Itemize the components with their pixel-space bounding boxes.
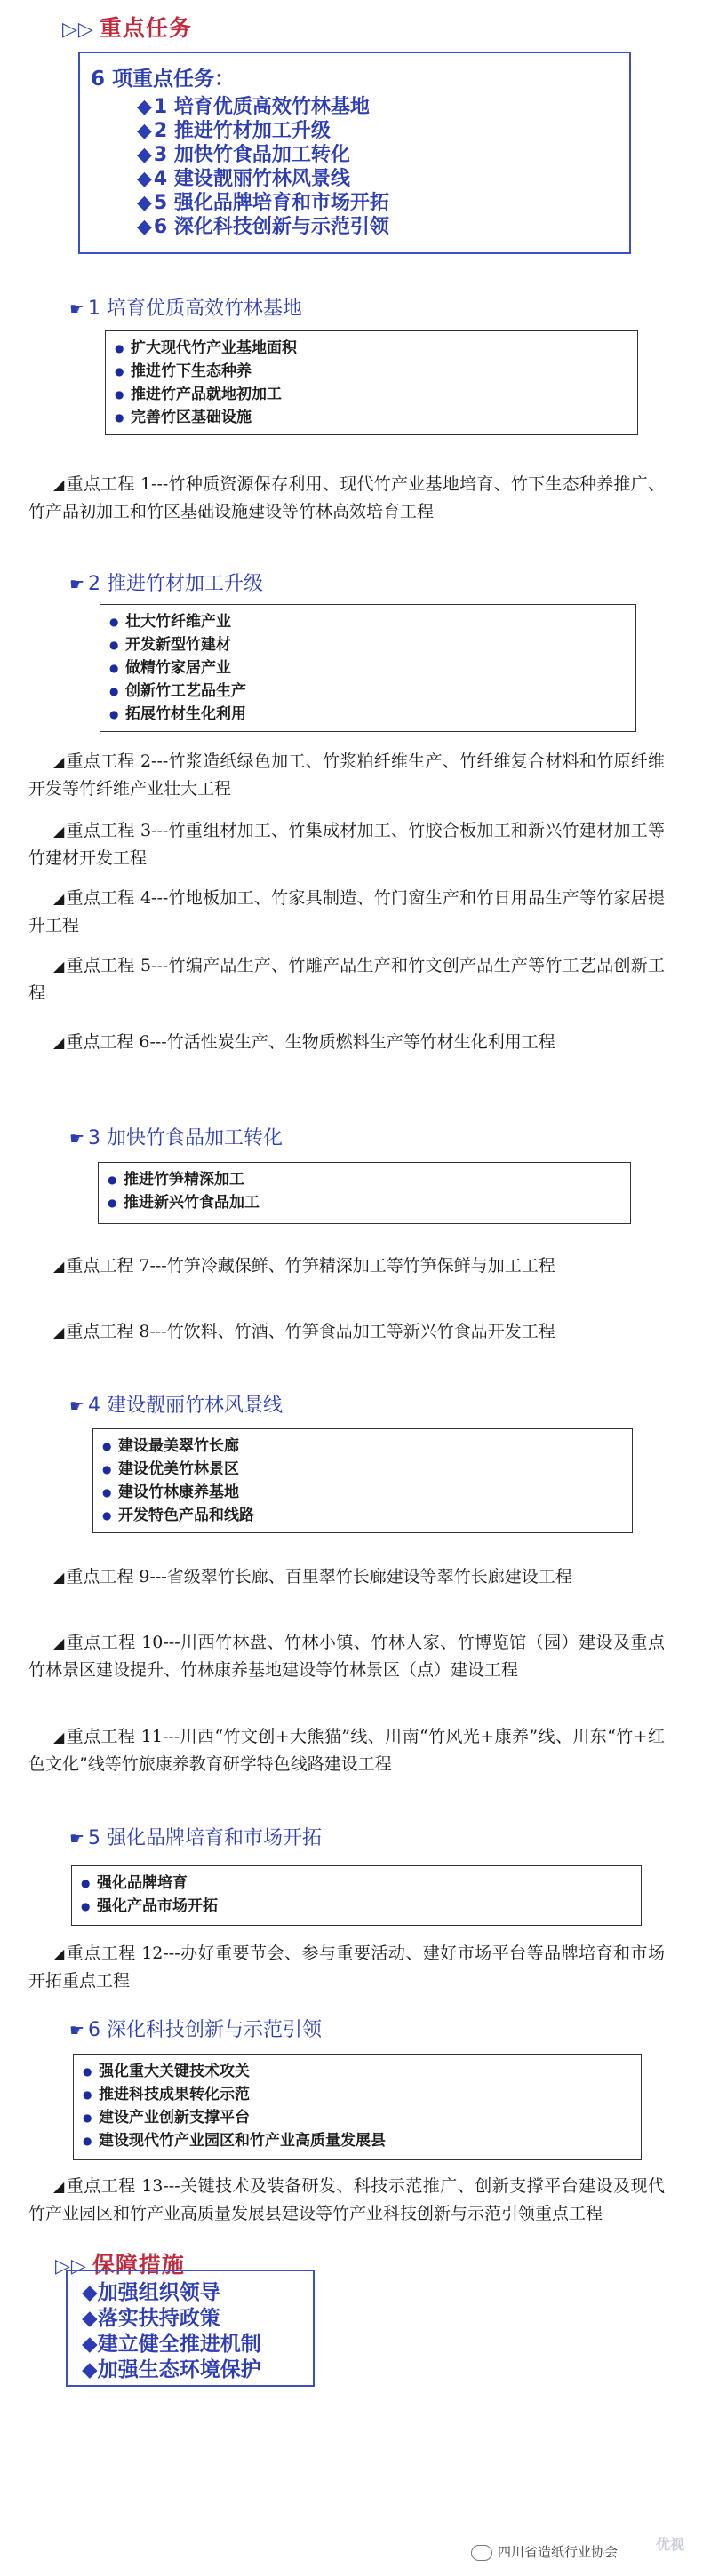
section-heading-safeguards: ▷▷ 保障措施	[55, 2252, 185, 2278]
list-item: ● 建设产业创新支撑平台	[74, 2106, 641, 2129]
diamond-icon: ◆	[82, 2281, 98, 2304]
list-item: ● 建设最美翠竹长廊	[93, 1435, 632, 1458]
bullet-icon: ●	[115, 365, 124, 378]
diamond-icon: ◆	[137, 144, 152, 166]
task5-box	[71, 1865, 642, 1926]
logo-stamp: 优视	[656, 2536, 685, 2553]
watermark: 四川省造纸行业协会	[471, 2542, 618, 2561]
list-item: ● 推进科技成果转化示范	[74, 2083, 641, 2106]
triangle-icon: ◢	[53, 476, 65, 493]
pointing-hand-icon: ☛	[69, 299, 85, 319]
task4-box	[92, 1428, 633, 1533]
project-paragraph: ◢ 重点工程 13---关键技术及装备研发、科技示范推广、创新支撑平台建设及现代竹产业园区和竹产业高质量发展县建设等竹产业科技创新与示范引领重点工程	[28, 2176, 665, 2223]
diamond-icon: ◆	[137, 168, 152, 190]
diamond-icon: ◆	[137, 216, 152, 238]
project-paragraph: ◢ 重点工程 10---川西竹林盘、竹林小镇、竹林人家、竹博览馆（园）建设及重点竹林景区建设提升、竹林康养基地建设等竹林景区（点）建设工程	[28, 1633, 665, 1680]
list-item: ● 扩大现代竹产业基地面积	[106, 337, 637, 360]
bullet-icon: ●	[81, 1877, 91, 1889]
double-arrow-icon: ▷▷	[62, 19, 94, 41]
list-item: ● 推进竹笋精深加工	[99, 1168, 630, 1191]
project-paragraph: ◢ 重点工程 6---竹活性炭生产、生物质燃料生产等竹材生化利用工程	[53, 1032, 555, 1052]
summary-item: ◆6 深化科技创新与示范引领	[137, 216, 389, 238]
double-arrow-icon: ▷▷	[55, 2255, 87, 2278]
bullet-icon: ●	[115, 411, 124, 424]
project-paragraph: ◢ 重点工程 3---竹重组材加工、竹集成材加工、竹胶合板加工和新兴竹建材加工等竹建材开发工程	[28, 821, 665, 868]
bullet-icon: ●	[83, 2065, 92, 2078]
bullet-icon: ●	[83, 2135, 92, 2147]
bullet-icon: ●	[83, 2088, 92, 2101]
bullet-icon: ●	[102, 1509, 112, 1522]
task6-box	[73, 2054, 642, 2160]
summary-item: ◆4 建设靓丽竹林风景线	[137, 168, 350, 190]
task6-heading: ☛ 6 深化科技创新与示范引领	[69, 2019, 323, 2041]
triangle-icon: ◢	[53, 890, 65, 907]
list-item: ● 强化重大关键技术攻关	[74, 2060, 641, 2083]
list-item: ● 创新竹工艺品生产	[100, 680, 635, 703]
diamond-icon: ◆	[137, 96, 152, 118]
list-item: ● 强化品牌培育	[72, 1872, 641, 1895]
bullet-icon: ●	[102, 1463, 112, 1475]
list-item: ● 建设现代竹产业园区和竹产业高质量发展县	[74, 2129, 641, 2152]
bullet-icon: ●	[109, 616, 119, 628]
pointing-hand-icon: ☛	[69, 2021, 85, 2040]
task4-heading: ☛ 4 建设靓丽竹林风景线	[69, 1395, 284, 1417]
triangle-icon: ◢	[53, 753, 65, 770]
summary-item: ◆3 加快竹食品加工转化	[137, 144, 350, 166]
bullet-icon: ●	[108, 1197, 117, 1209]
pointing-hand-icon: ☛	[69, 575, 85, 594]
bullet-icon: ●	[102, 1486, 112, 1499]
project-paragraph: ◢ 重点工程 9---省级翠竹长廊、百里翠竹长廊建设等翠竹长廊建设工程	[53, 1567, 572, 1586]
triangle-icon: ◢	[53, 1034, 65, 1051]
task1-box	[105, 330, 638, 435]
list-item: ● 推进竹产品就地初加工	[106, 383, 637, 406]
summary-title: 6 项重点任务：	[91, 68, 236, 91]
bullet-icon: ●	[109, 685, 119, 697]
triangle-icon: ◢	[53, 1945, 65, 1962]
task3-box	[98, 1162, 631, 1224]
key-tasks-summary-box	[78, 52, 631, 254]
list-item: ● 开发特色产品和线路	[93, 1504, 632, 1527]
triangle-icon: ◢	[53, 1569, 65, 1586]
project-paragraph: ◢ 重点工程 8---竹饮料、竹酒、竹笋食品加工等新兴竹食品开发工程	[53, 1322, 555, 1341]
list-item: ● 开发新型竹建材	[100, 633, 635, 656]
bullet-icon: ●	[109, 639, 119, 651]
triangle-icon: ◢	[53, 2178, 65, 2195]
task2-heading: ☛ 2 推进竹材加工升级	[69, 573, 264, 595]
bullet-icon: ●	[115, 342, 124, 354]
triangle-icon: ◢	[53, 1324, 65, 1340]
bullet-icon: ●	[81, 1900, 91, 1912]
diamond-icon: ◆	[137, 120, 152, 142]
list-item: ● 建设优美竹林景区	[93, 1458, 632, 1481]
summary-item: ◆2 推进竹材加工升级	[137, 120, 331, 142]
bullet-icon: ●	[83, 2111, 92, 2124]
measure-item: ◆加强生态环境保护	[82, 2358, 261, 2381]
task3-heading: ☛ 3 加快竹食品加工转化	[69, 1127, 284, 1149]
project-paragraph: ◢ 重点工程 12---办好重要节会、参与重要活动、建好市场平台等品牌培育和市场开拓重点工程	[28, 1944, 665, 1991]
triangle-icon: ◢	[53, 1258, 65, 1275]
diamond-icon: ◆	[82, 2333, 98, 2356]
pointing-hand-icon: ☛	[69, 1129, 85, 1149]
measure-item: ◆加强组织领导	[82, 2281, 220, 2304]
triangle-icon: ◢	[53, 1729, 65, 1745]
diamond-icon: ◆	[82, 2358, 98, 2381]
list-item: ● 强化产品市场开拓	[72, 1895, 641, 1918]
safeguards-box	[66, 2270, 315, 2387]
project-paragraph: ◢ 重点工程 2---竹浆造纸绿色加工、竹浆粕纤维生产、竹纤维复合材料和竹原纤维开发等竹纤维产业壮大工程	[28, 751, 665, 799]
measure-item: ◆落实扶持政策	[82, 2307, 220, 2330]
pointing-hand-icon: ☛	[69, 1829, 85, 1849]
task1-heading: ☛ 1 培育优质高效竹林基地	[69, 298, 303, 320]
task5-heading: ☛ 5 强化品牌培育和市场开拓	[69, 1827, 323, 1849]
measure-item: ◆建立健全推进机制	[82, 2333, 261, 2356]
list-item: ● 推进竹下生态种养	[106, 360, 637, 383]
project-paragraph: ◢ 重点工程 1---竹种质资源保存利用、现代竹产业基地培育、竹下生态种养推广、竹产品初加工和竹区基础设施建设等竹林高效培育工程	[28, 474, 665, 521]
list-item: ● 建设竹林康养基地	[93, 1481, 632, 1504]
bullet-icon: ●	[109, 662, 119, 674]
bullet-icon: ●	[115, 388, 124, 401]
list-item: ● 完善竹区基础设施	[106, 406, 637, 429]
list-item: ● 做精竹家居产业	[100, 656, 635, 680]
summary-item: ◆5 强化品牌培育和市场开拓	[137, 192, 389, 214]
list-item: ● 推进新兴竹食品加工	[99, 1191, 630, 1214]
bullet-icon: ●	[108, 1173, 117, 1186]
triangle-icon: ◢	[53, 958, 65, 974]
bullet-icon: ●	[102, 1440, 112, 1452]
triangle-icon: ◢	[53, 823, 65, 839]
diamond-icon: ◆	[137, 192, 152, 214]
project-paragraph: ◢ 重点工程 4---竹地板加工、竹家具制造、竹门窗生产和竹日用品生产等竹家居提升工程	[28, 888, 665, 935]
triangle-icon: ◢	[53, 1634, 65, 1651]
project-paragraph: ◢ 重点工程 11---川西“竹文创+大熊猫”线、川南“竹风光+康养”线、川东“竹+红色文化”线等竹旅康养教育研学特色线路建设工程	[28, 1727, 665, 1774]
summary-item: ◆1 培育优质高效竹林基地	[137, 96, 370, 118]
section-heading-key-tasks: ▷▷ 重点任务	[62, 15, 192, 41]
wechat-icon	[471, 2545, 492, 2561]
diamond-icon: ◆	[82, 2307, 98, 2330]
project-paragraph: ◢ 重点工程 7---竹笋冷藏保鲜、竹笋精深加工等竹笋保鲜与加工工程	[53, 1256, 555, 1276]
pointing-hand-icon: ☛	[69, 1396, 85, 1416]
list-item: ● 壮大竹纤维产业	[100, 610, 635, 633]
list-item: ● 拓展竹材生化利用	[100, 703, 635, 726]
project-paragraph: ◢ 重点工程 5---竹编产品生产、竹雕产品生产和竹文创产品生产等竹工艺品创新工程	[28, 956, 665, 1003]
bullet-icon: ●	[109, 708, 119, 720]
task2-box	[100, 604, 636, 732]
